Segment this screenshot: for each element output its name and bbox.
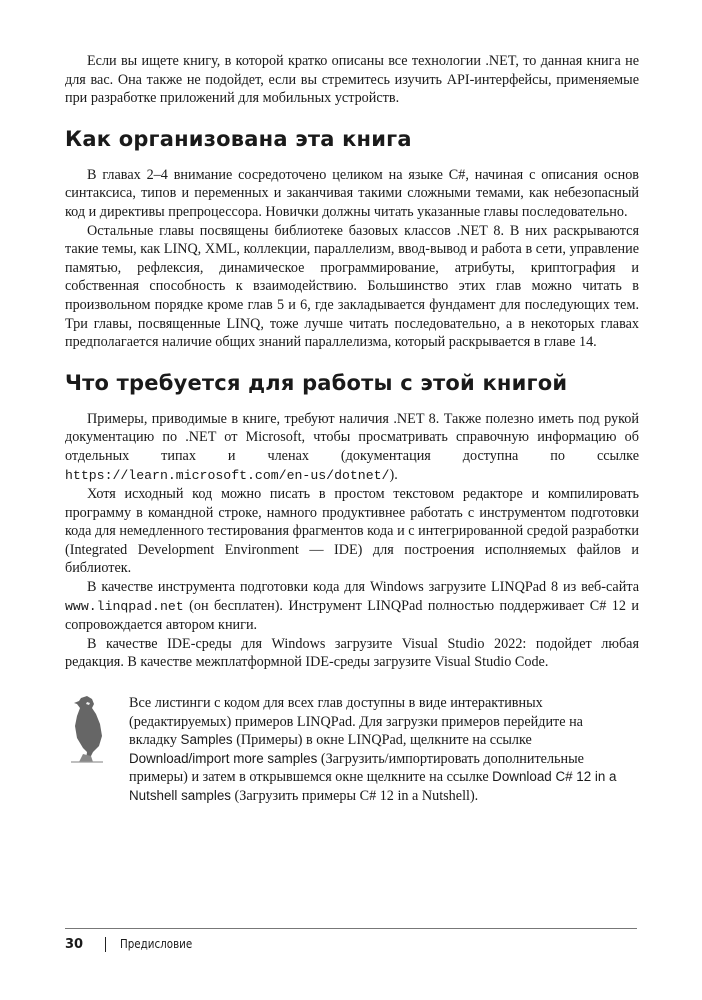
section1-paragraph-1: В главах 2–4 внимание сосредоточено целиком на языке C#, начиная с описания основ синтаксиса, типов и переменных и заканчивая такими сложными темами, как небезопасный код и директивы препроцессора. Новички должны читать указанные главы последовательно. (65, 166, 639, 220)
section2-paragraph-2: Хотя исходный код можно писать в простом текстовом редакторе и компилировать программу в командной строке, намного продуктивнее работать с инструментом подготовки кода для немедленного тестирования фрагментов кода и с интегрированной средой разработки (Integrated Development Environment — IDE) для построения исполняемых файлов и библиотек. (65, 486, 639, 577)
ui-term-download-samples: Download C# 12 in a Nutshell samples (129, 769, 617, 803)
section-heading-organization: Как организована эта книга (65, 126, 412, 151)
running-title: Предисловие (120, 937, 193, 951)
text-run: (Загрузить примеры C# 12 in a Nutshell). (230, 788, 479, 804)
text-run: В качестве инструмента подготовки кода для Windows загрузите LINQPad 8 из веб-сайта (87, 579, 639, 596)
page-body (65, 0, 639, 824)
linqpad-url: www.linqpad.net (65, 598, 184, 614)
section-heading-requirements: Что требуется для работы с этой книгой (65, 370, 568, 395)
text-run: Примеры, приводимые в книге, требуют наличия .NET 8. Также полезно иметь под рукой документацию по .NET от Microsoft, чтобы просматривать справочную информацию об отдельных типах и членах (документация доступна по ссылке (65, 410, 639, 464)
bird-icon (65, 694, 109, 764)
page-footer (65, 934, 204, 954)
ui-term-samples: Samples (180, 732, 233, 748)
text-run: (Загрузить/импортировать дополнительные примеры) и затем в открывшемся окне щелкните на ссылке (129, 750, 584, 786)
text-run: Все листинги с кодом для всех глав доступны в виде интерактивных (редактируемых) примеров LINQPad. Для загрузки примеров перейдите на вкладку (129, 695, 583, 749)
text-run: (он бесплатен). Инструмент LINQPad полностью поддерживает C# 12 и сопровождается автором книги. (65, 597, 639, 634)
tip-note (65, 694, 639, 824)
section2-paragraph-4: В качестве IDE-среды для Windows загрузите Visual Studio 2022: подойдет любая редакция. В качестве межплатформной IDE-среды загрузите Visual Studio Code. (65, 635, 639, 671)
page-number: 30 (65, 936, 84, 952)
intro-paragraph: Если вы ищете книгу, в которой кратко описаны все технологии .NET, то данная книга не для вас. Она также не подойдет, если вы стремитесь изучить API-интерфейсы, применяемые при разработке приложений для мобильных устройств. (65, 53, 639, 107)
footer-divider (65, 928, 637, 929)
docs-url: https://learn.microsoft.com/en-us/dotnet/ (65, 467, 390, 483)
text-run: (Примеры) в окне LINQPad, щелкните на ссылке (232, 732, 532, 749)
section1-paragraph-2: Остальные главы посвящены библиотеке базовых классов .NET 8. В них раскрываются такие темы, как LINQ, XML, коллекции, параллелизм, ввод-вывод и работа в сети, управление памятью, рефлексия, динамическое программирование, атрибуты, криптография и собственная способность к взаимодействию. Большинство этих глав можно читать в произвольном порядке кроме глав 5 и 6, где закладывается фундамент для последующих тем. Три главы, посвященные LINQ, тоже лучше читать последовательно, а в некоторых главах предполагается наличие общих знаний параллелизма, который раскрывается в главе 14. (65, 222, 639, 351)
footer-separator (105, 937, 106, 952)
tip-note-text (129, 694, 619, 806)
section2-paragraph-1 (65, 410, 639, 485)
ui-term-download-import: Download/import more samples (129, 750, 318, 766)
section2-paragraph-3 (65, 578, 639, 635)
text-run: ). (389, 466, 398, 483)
